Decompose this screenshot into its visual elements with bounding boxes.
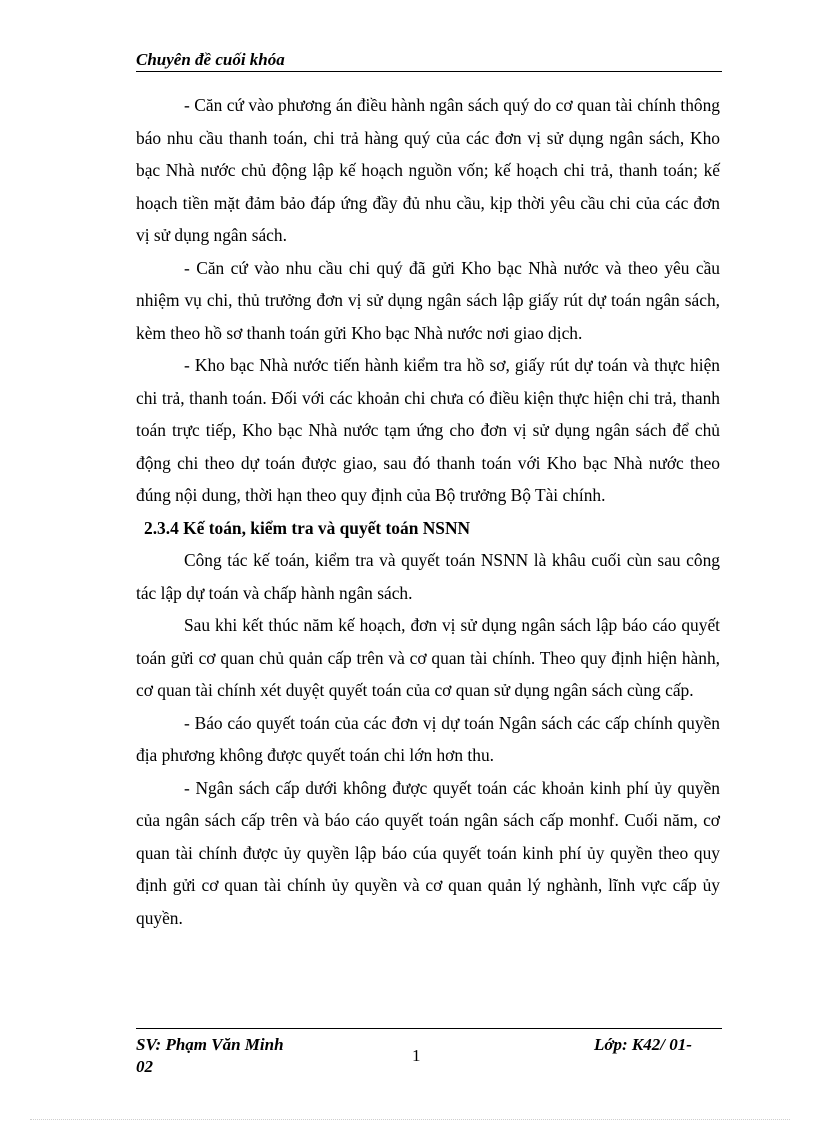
paragraph-6: - Báo cáo quyết toán của các đơn vị dự toán Ngân sách các cấp chính quyền địa phương không được quyết toán chi lớn hơn thu.	[136, 712, 720, 765]
paragraph-7: - Ngân sách cấp dưới không được quyết toán các khoản kinh phí ủy quyền của ngân sách cấp trên và báo cáo quyết toán ngân sách cấp monhf. Cuối năm, cơ quan tài chính được ủy quyền lập báo cúa quyết toán kinh phí ủy quyền theo quy định gửi cơ quan tài chính ủy quyền và cơ quan quản lý nghành, lĩnh vực cấp ủy quyền.	[136, 777, 720, 928]
paragraph-3: - Kho bạc Nhà nước tiến hành kiểm tra hồ sơ, giấy rút dự toán và thực hiện chi trả, thanh toán. Đối với các khoản chi chưa có điều kiện thực hiện chi trả, thanh toán trực tiếp, Kho bạc Nhà nước tạm ứng cho đơn vị sử dụng ngân sách để chủ động chi theo dự toán được giao, sau đó thanh toán với Kho bạc Nhà nước theo đúng nội dung, thời hạn theo quy định của Bộ trưởng Bộ Tài chính.	[136, 355, 720, 505]
footer-student-name: SV: Phạm Văn Minh	[136, 1035, 284, 1054]
header-title: Chuyên đề cuối khóa	[136, 50, 285, 69]
paragraph-5: Sau khi kết thúc năm kế hoạch, đơn vị sử dụng ngân sách lập báo cáo quyết toán gửi cơ quan chủ quản cấp trên và cơ quan tài chính. Theo quy định hiện hành, cơ quan tài chính xét duyệt quyết toán của cơ quan sử dụng ngân sách cùng cấp.	[136, 615, 720, 700]
paragraph-1: - Căn cứ vào phương án điều hành ngân sách quý do cơ quan tài chính thông báo nhu cầu thanh toán, chi trả hàng quý của các đơn vị sử dụng ngân sách, Kho bạc Nhà nước chủ động lập kế hoạch nguồn vốn; kế hoạch chi trả, thanh toán; kế hoạch tiền mặt đảm bảo đáp ứng đầy đủ nhu cầu, kịp thời yêu cầu chi của các đơn vị sử dụng ngân sách.	[136, 95, 720, 245]
header-divider	[136, 71, 722, 72]
footer-student	[136, 1034, 336, 1078]
page-edge-line	[30, 1119, 790, 1120]
paragraph-4: Công tác kế toán, kiểm tra và quyết toán NSNN là khâu cuối cùn sau công tác lập dự toán và chấp hành ngân sách.	[136, 550, 720, 603]
page-number: 1	[412, 1046, 421, 1065]
section-heading: 2.3.4 Kế toán, kiểm tra và quyết toán NSNN	[144, 517, 471, 538]
footer-student-cont: 02	[136, 1057, 153, 1076]
document-body	[136, 89, 720, 934]
footer-divider	[136, 1028, 722, 1029]
paragraph-2: - Căn cứ vào nhu cầu chi quý đã gửi Kho bạc Nhà nước và theo yêu cầu nhiệm vụ chi, thủ trưởng đơn vị sử dụng ngân sách lập giấy rút dự toán ngân sách, kèm theo hồ sơ thanh toán gửi Kho bạc Nhà nước nơi giao dịch.	[136, 257, 720, 343]
footer-class: Lớp: K42/ 01-	[594, 1035, 692, 1054]
